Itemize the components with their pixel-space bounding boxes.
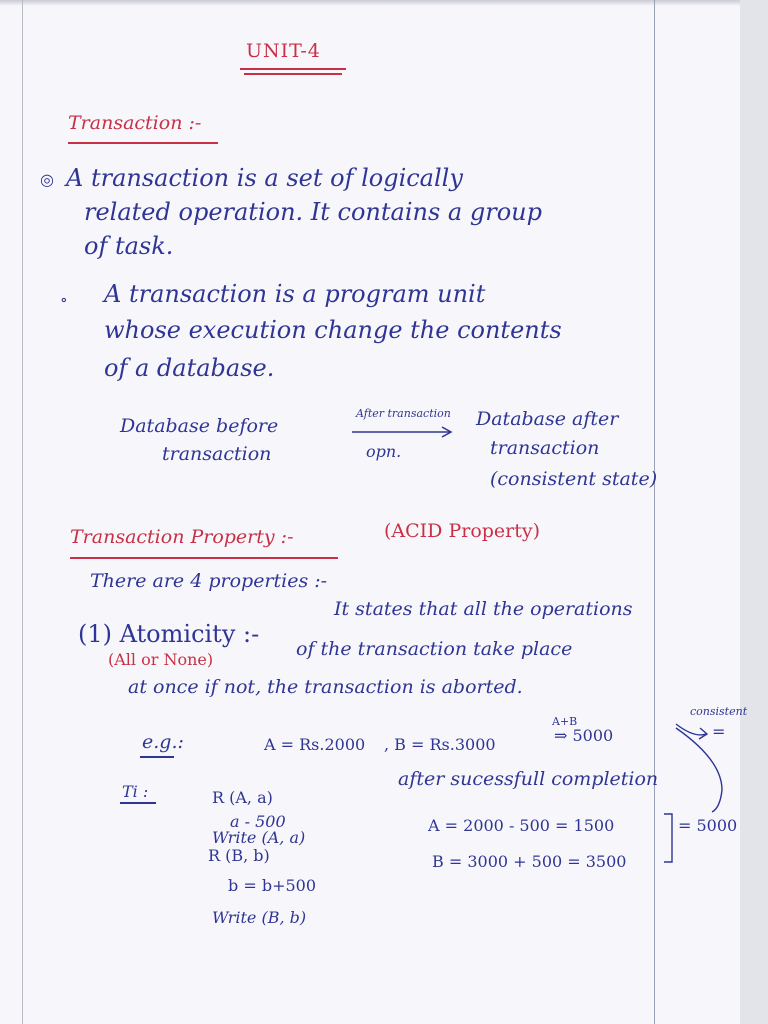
- diagram-right-line-3: (consistent state): [490, 468, 658, 490]
- def2-line-3: of a database.: [104, 354, 275, 382]
- ti-op-6: Write (B, b): [212, 908, 307, 927]
- def2-line-2: whose execution change the contents: [104, 316, 562, 344]
- ti-op-4: R (B, b): [208, 846, 270, 865]
- consistent-note-symbol: =: [712, 722, 726, 741]
- heading-property: Transaction Property :-: [70, 526, 294, 548]
- link-curve: [676, 728, 722, 812]
- atomicity-line-2: of the transaction take place: [296, 638, 573, 660]
- consistent-arrow-head: [699, 728, 707, 739]
- heading-property-alt: (ACID Property): [384, 520, 541, 542]
- completion-line-a: A = 2000 - 500 = 1500: [428, 816, 615, 835]
- diagram-left-line-2: transaction: [162, 443, 272, 465]
- example-sum-label: A+B: [552, 715, 578, 728]
- def1-line-3: of task.: [84, 232, 174, 260]
- completion-bracket-total: = 5000: [678, 816, 738, 835]
- def1-line-1: A transaction is a set of logically: [66, 164, 463, 192]
- bullet-marker-1: ◎: [40, 170, 54, 189]
- atomicity-label: (1) Atomicity :-: [78, 620, 260, 648]
- diagram-arrow-label: After transaction: [356, 407, 451, 420]
- atomicity-sublabel: (All or None): [108, 650, 214, 669]
- ti-op-1: R (A, a): [212, 788, 273, 807]
- ti-label: Ti :: [122, 782, 149, 801]
- example-label: e.g.:: [142, 731, 184, 753]
- ti-op-2: a - 500: [230, 812, 286, 831]
- example-b-value: , B = Rs.3000: [384, 735, 496, 754]
- bullet-marker-2: ∘: [60, 290, 68, 309]
- page-title: UNIT-4: [246, 40, 321, 62]
- atomicity-line-3: at once if not, the transaction is aborted.: [128, 676, 523, 698]
- diagram-right-line-2: transaction: [490, 437, 600, 459]
- heading-transaction: Transaction :-: [68, 112, 202, 134]
- def1-line-2: related operation. It contains a group: [84, 198, 542, 226]
- bracket-a-b: [664, 814, 672, 862]
- completion-line-b: B = 3000 + 500 = 3500: [432, 852, 627, 871]
- example-sum-value: ⇒ 5000: [554, 726, 614, 745]
- diagram-right-line-1: Database after: [476, 408, 619, 430]
- example-a-value: A = Rs.2000: [264, 735, 366, 754]
- consistent-note: consistent: [690, 705, 748, 718]
- properties-intro: There are 4 properties :-: [90, 570, 328, 592]
- ti-op-3: Write (A, a): [212, 828, 306, 847]
- completion-heading: after sucessfull completion: [398, 768, 659, 790]
- diagram-arrow-sub: opn.: [366, 442, 402, 461]
- diagram-left-line-1: Database before: [120, 415, 279, 437]
- atomicity-line-1: It states that all the operations: [334, 598, 633, 620]
- def2-line-1: A transaction is a program unit: [104, 280, 486, 308]
- ti-op-5: b = b+500: [228, 876, 317, 895]
